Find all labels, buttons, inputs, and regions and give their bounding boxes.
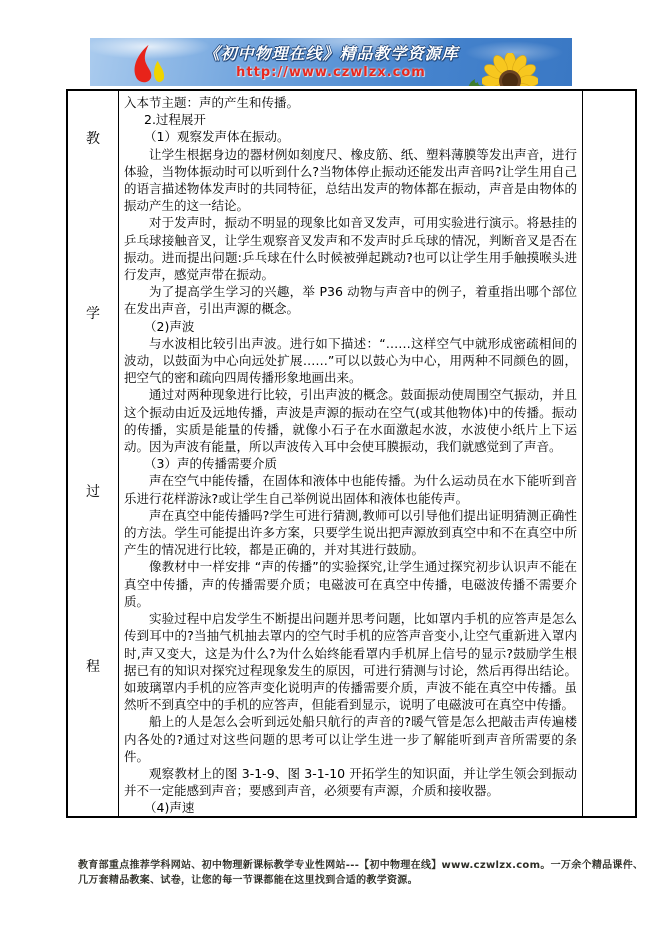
paragraph: 对于发声时，振动不明显的现象比如音叉发声，可用实验进行演示。将悬挂的乒乓球接触音叉，让学生观察音叉发声和不发声时乒乓球的情况，判断音叉是否在振动。进而提出问题:乒乓球在什么时候被弹起跳动?也可以让学生用手触摸喉头进行发声，感觉声带在振动。 [124,215,577,283]
paragraph: （4)声速 [144,800,195,816]
paragraph: 为了提高学生学习的兴趣，举 P36 动物与声音中的例子，着重指出哪个部位在发出声音，引出声源的概念。 [124,284,577,317]
paragraph: 通过对两种现象进行比较，引出声波的概念。鼓面振动使周围空气振动，并且这个振动由近及远地传播，声波是声源的振动在空气(或其他物体)中的传播。振动的传播，实质是能量的传播，就像小石子在水面激起水波，水波使小纸片上下运动。因为声波有能量，所以声波传入耳中会使耳膜振动，我们就感觉到了声音。 [124,387,577,455]
paragraph: 2.过程展开 [144,112,206,128]
paragraph: 声在空气中能传播，在固体和液体中也能传播。为什么运动员在水下能听到音乐进行花样游泳?或让学生自己举例说出固体和液体也能传声。 [124,473,577,506]
footer-text: 教育部重点推荐学科网站、初中物理新课标教学专业性网站---【初中物理在线】www.czwlzx.com。一万余个精品课件、 [78,860,644,871]
paragraph: 让学生根据身边的器材例如刻度尺、橡皮筋、纸、塑料薄膜等发出声音，进行体验，当物体振动时可以听到什么?当物体停止振动还能发出声音吗?让学生用自己的语言描述物体发声时的共同特征，总结出发声的物体都在振动，声音是由物体的振动产生的这一结论。 [124,146,577,214]
lesson-plan-table [66,89,637,818]
lesson-content [119,91,582,816]
banner-title: 《初中物理在线》精品教学资源库 [203,44,459,63]
sunflower-icon [482,53,538,86]
row-header-teaching-process [68,91,119,816]
paragraph: （3）声的传播需要介质 [144,456,277,472]
row-header-char: 学 [86,306,100,322]
page-footer [78,858,644,888]
row-header-char: 过 [86,484,100,500]
paragraph: 实验过程中启发学生不断提出问题并思考问题，比如罩内手机的应答声是怎么传到耳中的?当抽气机抽去罩内的空气时手机的应答声音变小,让空气重新进入罩内时,声又变大，这是为什么?为什么始终能看罩内手机屏上信号的显示?鼓励学生根据已有的知识对探究过程现象发生的原因，可进行猜测与讨论，然后再得出结论。如玻璃罩内手机的应答声变化说明声的传播需要介质，声波不能在真空中传播。虽然听不到真空中的手机的应答声，但能看到显示，说明了电磁波可在真空中传播。 [124,611,577,713]
row-header-char: 教 [86,131,100,147]
site-banner [90,38,572,86]
row-header-char: 程 [86,659,100,675]
paragraph: （2)声波 [144,318,195,334]
paragraph: 船上的人是怎么会听到远处船只航行的声音的?暖气管是怎么把敲击声传遍楼内各处的?通过对这些问题的思考可以让学生进一步了解能听到声音所需要的条件。 [124,714,577,764]
paragraph: 与水波相比较引出声波。进行如下描述：“……这样空气中就形成密疏相间的波动，以鼓面为中心向远处扩展……”可以以鼓心为中心，用两种不同颜色的圆，把空气的密和疏向四周传播形象地画出来。 [124,335,577,386]
empty-note-column [582,91,635,816]
banner-url-link[interactable]: http://www.czwlzx.com [236,65,426,80]
paragraph: 入本节主题：声的产生和传播。 [124,95,300,110]
paragraph: 观察教材上的图 3-1-9、图 3-1-10 开拓学生的知识面，并让学生领会到振动并不一定能感到声音；要感到声音，必须要有声源，介质和接收器。 [124,765,577,799]
paragraph: 声在真空中能传播吗?学生可进行猜测,教师可以引导他们提出证明猜测正确性的方法。学生可能提出许多方案，只要学生说出把声源放到真空中和不在真空中所产生的情况进行比较，都是正确的，并对其进行鼓励。 [124,507,577,558]
paragraph: （1）观察发声体在振动。 [144,129,290,145]
paragraph: 像教材中一样安排 “声的传播”的实验探究,让学生通过探究初步认识声不能在真空中传播，声的传播需要介质；电磁波可在真空中传播，电磁波传播不需要介质。 [124,559,577,609]
footer-text: 几万套精品教案、试卷，让您的每一节课都能在这里找到合适的教学资源。 [78,875,418,886]
